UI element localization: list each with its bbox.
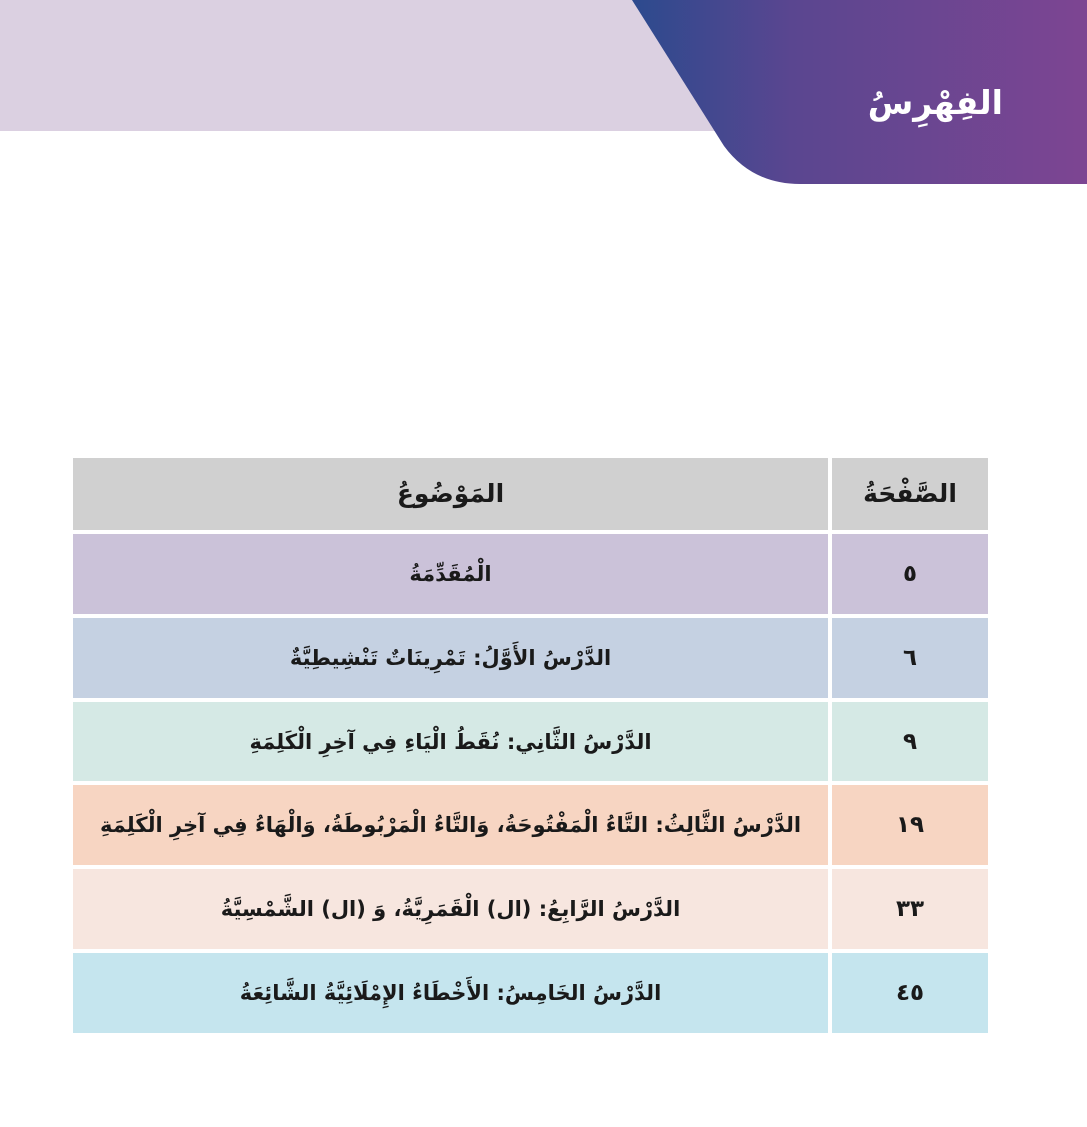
topic-title: الدَّرْسُ الخَامِسُ: الأَخْطَاءُ الإِمْلَائِيَّةُ الشَّائِعَةُ [73,953,828,1033]
table-header-row [73,458,988,530]
toc-row[interactable] [73,618,988,698]
column-divider [828,785,832,865]
toc-row[interactable] [73,785,988,865]
column-divider [828,953,832,1033]
toc-row[interactable] [73,869,988,949]
topic-title: الدَّرْسُ الثَّالِثُ: التَّاءُ الْمَفْتُوحَةُ، وَالتَّاءُ الْمَرْبُوطَةُ، وَالْهَاءُ فِي آخِرِ الْكَلِمَةِ [73,785,828,865]
column-divider [828,458,832,530]
topic-title: الدَّرْسُ الثَّانِي: نُقَطُ الْيَاءِ فِي آخِرِ الْكَلِمَةِ [73,702,828,782]
table-of-contents [73,458,988,1033]
page-number: ٦ [832,618,988,698]
topic-title: الْمُقَدِّمَةُ [73,534,828,614]
page-number: ٤٥ [832,953,988,1033]
toc-row[interactable] [73,953,988,1033]
page-number: ٩ [832,702,988,782]
column-divider [828,869,832,949]
column-divider [828,702,832,782]
page-number: ٣٣ [832,869,988,949]
toc-row[interactable] [73,702,988,782]
topic-column-header: المَوْضُوعُ [73,458,828,530]
page-title: الفِهْرِسُ [867,83,1003,122]
column-divider [828,618,832,698]
toc-row[interactable] [73,534,988,614]
page-number: ٥ [832,534,988,614]
topic-title: الدَّرْسُ الأَوَّلُ: تَمْرِينَاتٌ تَنْشِيطِيَّةٌ [73,618,828,698]
topic-title: الدَّرْسُ الرَّابِعُ: (ال) الْقَمَرِيَّةُ، وَ (ال) الشَّمْسِيَّةُ [73,869,828,949]
column-divider [828,534,832,614]
page-column-header: الصَّفْحَةُ [832,458,988,530]
page-number: ١٩ [832,785,988,865]
